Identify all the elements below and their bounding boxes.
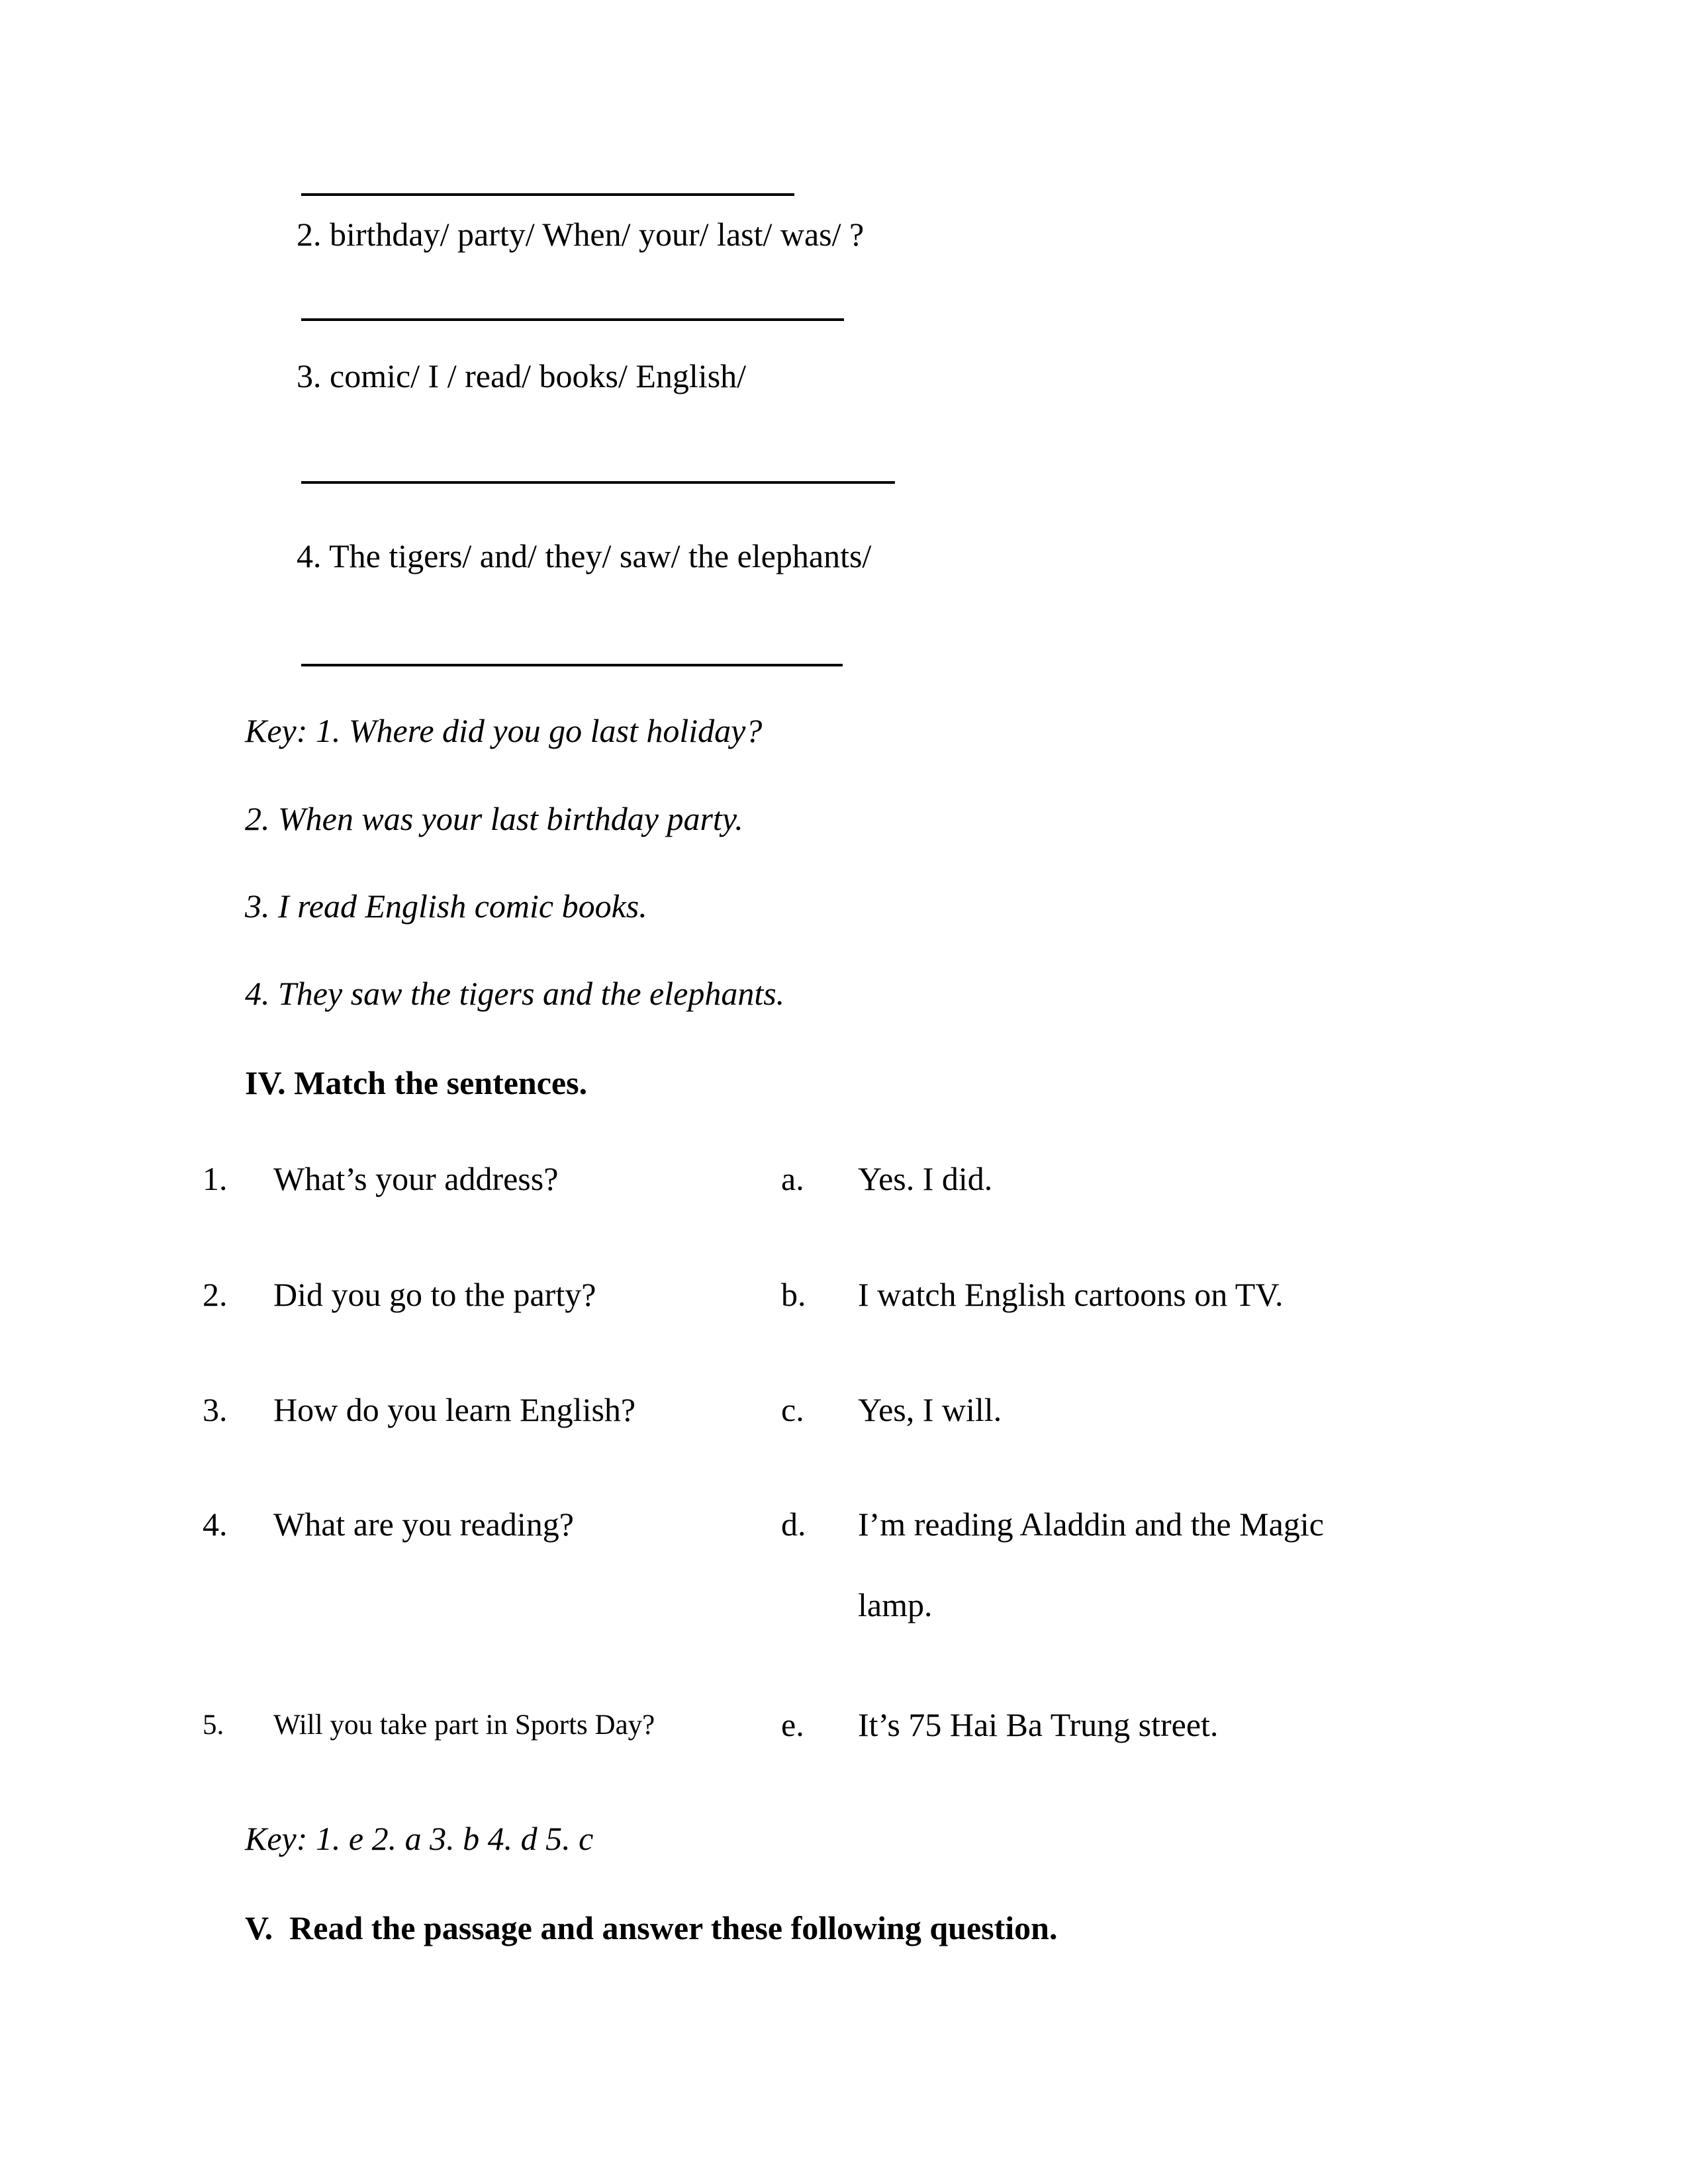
- unscramble-item-2: 2. birthday/ party/ When/ your/ last/ was/ ?: [297, 216, 865, 253]
- match-row-number: 5.: [203, 1709, 224, 1741]
- match-letter: a.: [781, 1160, 804, 1197]
- answer-blank-line-1: [301, 193, 794, 196]
- unscramble-item-3: 3. comic/ I / read/ books/ English/: [297, 357, 747, 394]
- match-key-line: Key: 1. e 2. a 3. b 4. d 5. c: [245, 1820, 594, 1857]
- answer-blank-line-2: [301, 318, 844, 321]
- answer-key-line: 2. When was your last birthday party.: [245, 800, 743, 837]
- section-heading-iv: IV. Match the sentences.: [245, 1064, 588, 1101]
- match-letter: c.: [781, 1391, 804, 1428]
- match-row-number: 1.: [203, 1160, 228, 1197]
- match-row-number: 3.: [203, 1391, 228, 1428]
- match-row-number: 2.: [203, 1276, 228, 1313]
- match-question: What’s your address?: [273, 1160, 559, 1197]
- answer-key-line: 3. I read English comic books.: [245, 887, 647, 925]
- match-question: What are you reading?: [273, 1506, 574, 1543]
- match-letter: d.: [781, 1506, 806, 1543]
- unscramble-item-4: 4. The tigers/ and/ they/ saw/ the elephants/: [297, 537, 872, 574]
- answer-key-line: 4. They saw the tigers and the elephants.: [245, 975, 785, 1012]
- match-answer: Yes. I did.: [858, 1160, 993, 1197]
- answer-blank-line-4: [301, 664, 843, 666]
- match-question: How do you learn English?: [273, 1391, 636, 1428]
- match-answer: I’m reading Aladdin and the Magic: [858, 1506, 1324, 1543]
- match-answer-continued: lamp.: [858, 1586, 933, 1623]
- match-answer: I watch English cartoons on TV.: [858, 1276, 1284, 1313]
- match-letter: e.: [781, 1706, 804, 1743]
- match-row-number: 4.: [203, 1506, 228, 1543]
- answer-key-line: Key: 1. Where did you go last holiday?: [245, 712, 763, 749]
- match-answer: It’s 75 Hai Ba Trung street.: [858, 1706, 1219, 1743]
- match-letter: b.: [781, 1276, 806, 1313]
- match-answer: Yes, I will.: [858, 1391, 1002, 1428]
- match-question: Will you take part in Sports Day?: [273, 1709, 655, 1741]
- section-heading-v: V. Read the passage and answer these following question.: [245, 1909, 1058, 1946]
- answer-blank-line-3: [301, 481, 895, 484]
- match-question: Did you go to the party?: [273, 1276, 596, 1313]
